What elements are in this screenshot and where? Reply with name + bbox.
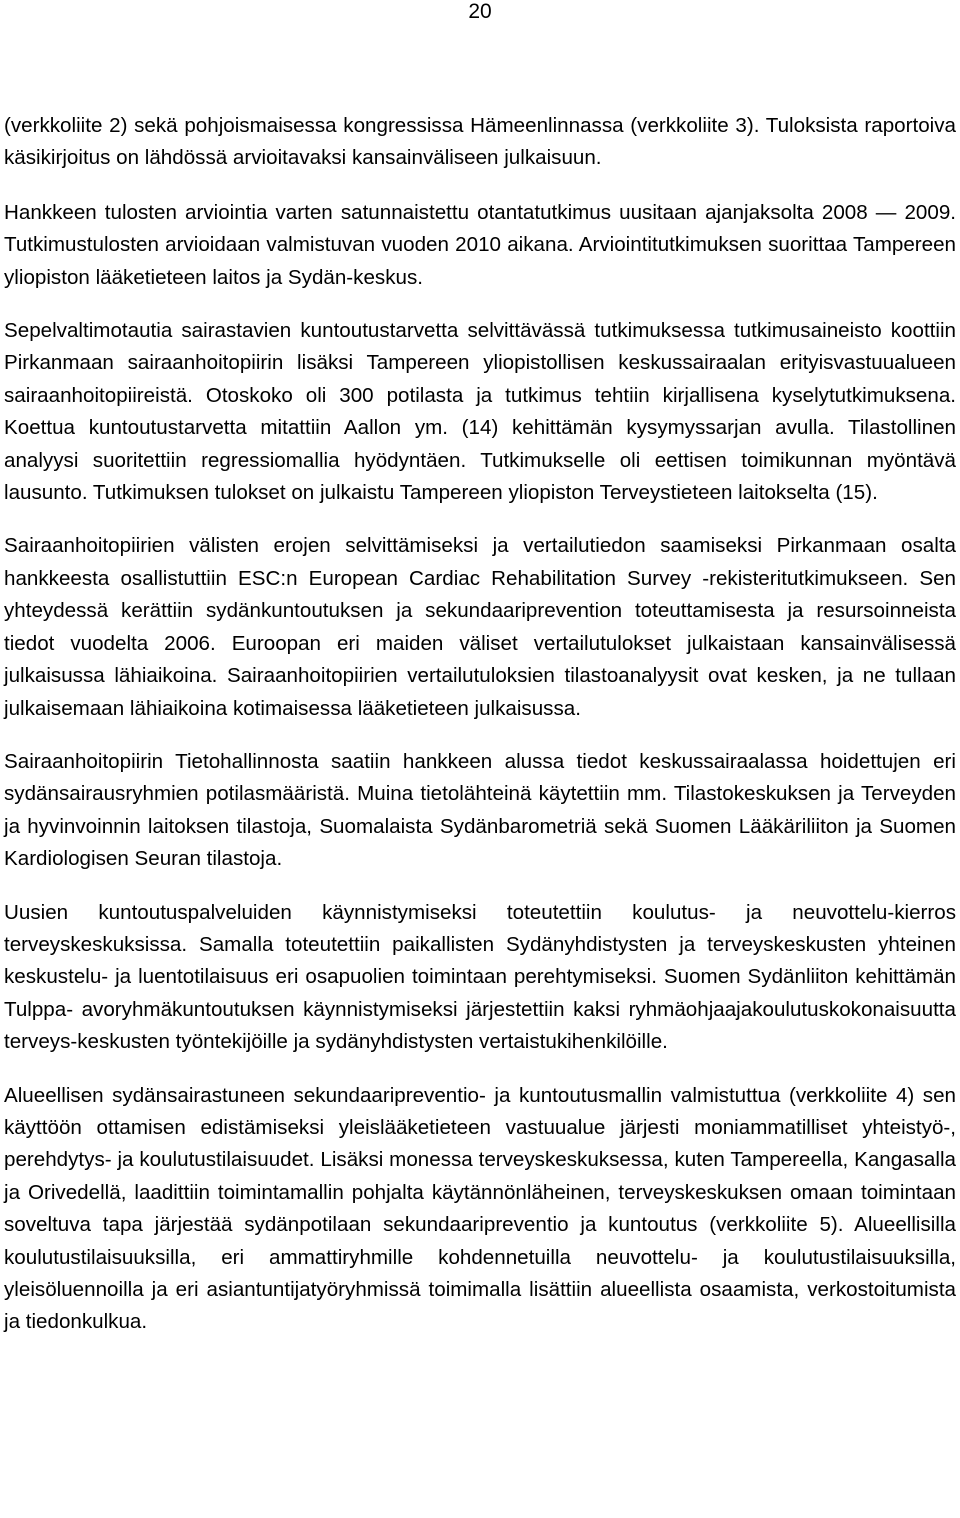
document-body [4, 110, 956, 1339]
paragraph-esc-survey: Sairaanhoitopiirien välisten erojen selvittämiseksi ja vertailutiedon saamiseksi Pirkanmaan osalta hankkeesta osallistuttiin ESC:n European Cardiac Rehabilitation Survey -rekisteritutkimukseen. Sen yhteydessä kerättiin sydänkuntoutuksen ja sekundaariprevention toteuttamisesta ja resursoinneista tiedot vuodelta 2006. Euroopan eri maiden väliset vertailutulokset julkaistaan kansainvälisessä julkaisussa lähiaikoina. Sairaanhoitopiirien vertailutuloksien tilastoanalyysit ovat kesken, ja ne tullaan julkaisemaan lähiaikoina kotimaisessa lääketieteen julkaisussa. [4, 534, 956, 720]
paragraph-data-sources: Sairaanhoitopiirin Tietohallinnosta saatiin hankkeen alussa tiedot keskussairaalassa hoidettujen eri sydänsairausryhmien potilasmääristä. Muina tietolähteinä käytettiin mm. Tilastokeskuksen ja Terveyden ja hyvinvoinnin laitoksen tilastoja, Suomalaista Sydänbarometriä sekä Suomen Lääkäriliiton ja Suomen Kardiologisen Seuran tilastoja. [4, 749, 956, 871]
paragraph-evaluation-study: Hankkeen tulosten arviointia varten satunnaistettu otantatutkimus uusitaan ajanjaksolta 2008 — 2009. Tutkimustulosten arvioidaan valmistuvan vuoden 2010 aikana. Arviointitutkimuksen suorittaa Tampereen yliopiston lääketieteen laitos ja Sydän-keskus. [4, 200, 956, 289]
paragraph-training-round: Uusien kuntoutuspalveluiden käynnistymiseksi toteutettiin koulutus- ja neuvottelu-kierros terveyskeskuksissa. Samalla toteutettiin paikallisten Sydänyhdistysten ja terveyskeskusten yhteinen keskustelu- ja luentotilaisuus eri osapuolien toimintaan perehtymiseksi. Suomen Sydänliiton kehittämän Tulppa- avoryhmäkuntoutuksen käynnistymiseksi järjestettiin kaksi ryhmäohjaajakoulutuskokonaisuutta terveys-keskusten työntekijöille ja sydänyhdistysten vertaistukihenkilöille. [4, 900, 956, 1054]
page-number: 20 [468, 0, 492, 23]
paragraph-conference-report: (verkkoliite 2) sekä pohjoismaisessa kongressissa Hämeenlinnassa (verkkoliite 3). Tuloksista raportoiva käsikirjoitus on lähdössä arvioitavaksi kansainväliseen julkaisuun. [4, 114, 956, 170]
paragraph-rehabilitation-need-study: Sepelvaltimotautia sairastavien kuntoutustarvetta selvittävässä tutkimuksessa tutkimusaineisto koottiin Pirkanmaan sairaanhoitopiirin lisäksi Tampereen yliopistollisen keskussairaalan erityisvastuualueen sairaanhoitopiireistä. Otoskoko oli 300 potilasta ja tutkimus tehtiin kirjallisena kyselytutkimuksena. Koettua kuntoutustarvetta mitattiin Aallon ym. (14) kehittämän kysymyssarjan avulla. Tilastollinen analyysi suoritettiin regressiomallia hyödyntäen. Tutkimukselle oli eettisen toimikunnan myöntävä lausunto. Tutkimuksen tulokset on julkaistu Tampereen yliopiston Terveystieteen laitokselta (15). [4, 319, 956, 505]
paragraph-regional-model: Alueellisen sydänsairastuneen sekundaaripreventio- ja kuntoutusmallin valmistuttua (verkkoliite 4) sen käyttöön ottamisen edistämiseksi yleislääketieteen vastuualue järjesti moniammatilliset yhteistyö-, perehdytys- ja koulutustilaisuudet. Lisäksi monessa terveyskeskuksessa, kuten Tampereella, Kangasalla ja Orivedellä, laadittiin toimintamallin pohjalta käytännönläheinen, terveyskeskuksen omaan toimintaan soveltuva tapa järjestää sydänpotilaan sekundaaripreventio ja kuntoutus (verkkoliite 5). Alueellisilla koulutustilaisuuksilla, eri ammattiryhmille kohdennetuilla neuvottelu- ja koulutustilaisuuksilla, yleisöluennoilla ja eri asiantuntijatyöryhmissä toimimalla lisättiin alueellista osaamista, verkostoitumista ja tiedonkulkua. [4, 1083, 956, 1334]
